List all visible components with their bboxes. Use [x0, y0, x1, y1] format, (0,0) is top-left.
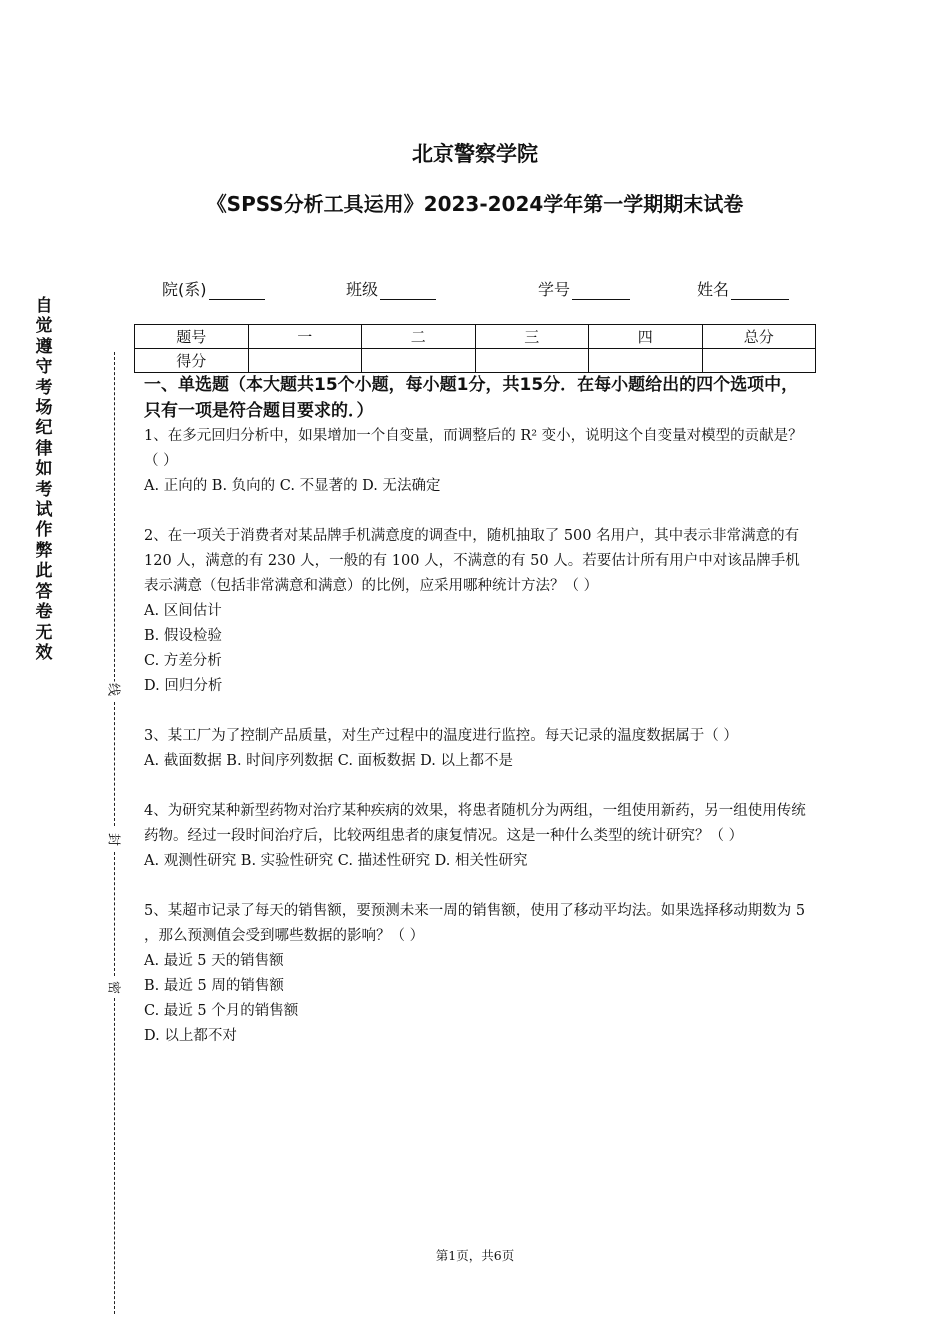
side-notice-char: 作	[35, 520, 53, 541]
question-4	[144, 799, 812, 874]
header-label-cell: 题号	[135, 325, 249, 349]
answer-option-b[interactable]: B. 最近 5 周的销售额	[144, 978, 284, 994]
side-notice-char: 试	[35, 500, 53, 521]
class-label: 班级	[346, 280, 379, 299]
school-name: 北京警察学院	[412, 142, 538, 166]
name-field	[697, 277, 789, 300]
answer-option-a[interactable]: A. 区间估计	[144, 603, 222, 619]
question-stem: 3、某工厂为了控制产品质量，对生产过程中的温度进行监控。每天记录的温度数据属于（ ）	[144, 728, 738, 744]
answer-options[interactable]: A. 正向的 B. 负向的 C. 不显著的 D. 无法确定	[144, 478, 441, 494]
side-notice-char: 纪	[35, 418, 53, 439]
side-notice-char: 卷	[35, 602, 53, 623]
side-notice-char: 答	[35, 581, 53, 602]
class-field	[346, 277, 436, 300]
side-notice-char: 守	[35, 357, 53, 378]
score-table-header-row	[135, 325, 816, 349]
score-cell[interactable]	[702, 349, 816, 373]
column-3-header: 三	[475, 325, 589, 349]
side-notice-char: 无	[35, 622, 53, 643]
student-id-blank[interactable]	[572, 283, 630, 300]
answer-option-d[interactable]: D. 以上都不对	[144, 1028, 237, 1044]
side-notice-char: 觉	[35, 316, 53, 337]
question-2	[144, 524, 812, 699]
name-blank[interactable]	[731, 283, 789, 300]
column-1-header: 一	[248, 325, 362, 349]
side-notice-char: 考	[35, 377, 53, 398]
seal-line-dashes	[114, 352, 115, 682]
question-stem: 2、在一项关于消费者对某品牌手机满意度的调查中，随机抽取了 500 名用户，其中表示非常满意的有 120 人，满意的有 230 人，一般的有 100 人，不满意的有 50 人。若要估计所有用户中对该品牌手机表示满意（包括非常满意和满意）的比例，应采用哪种统计方法？（ ）	[144, 528, 800, 594]
question-3	[144, 724, 812, 774]
score-cell[interactable]	[589, 349, 703, 373]
answer-option-d[interactable]: D. 回归分析	[144, 678, 223, 694]
section-heading: 一、单选题（本大题共15个小题，每小题1分，共15分．在每小题给出的四个选项中，只有一项是符合题目要求的．）	[144, 375, 799, 421]
exam-title: 《SPSS分析工具运用》2023-2024学年第一学期期末试卷	[206, 192, 744, 216]
page-footer: 第1页，共6页	[435, 1248, 515, 1263]
seal-mark-secret: 密	[106, 980, 125, 996]
side-notice-char: 自	[35, 296, 53, 316]
score-cell[interactable]	[475, 349, 589, 373]
question-stem: 4、为研究某种新型药物对治疗某种疾病的效果，将患者随机分为两组，一组使用新药，另一组使用传统药物。经过一段时间治疗后，比较两组患者的康复情况。这是一种什么类型的统计研究？（ ）	[144, 803, 806, 844]
score-cell[interactable]	[362, 349, 476, 373]
name-label: 姓名	[697, 280, 730, 299]
seal-line-dashes	[114, 998, 115, 1314]
dept-label: 院(系)	[162, 280, 207, 299]
side-notice-char: 此	[35, 561, 53, 582]
side-notice-char: 效	[35, 642, 53, 663]
seal-line-dashes	[114, 852, 115, 976]
column-4-header: 四	[589, 325, 703, 349]
answer-option-c[interactable]: C. 方差分析	[144, 653, 222, 669]
question-stem: 1、在多元回归分析中，如果增加一个自变量，而调整后的 R² 变小，说明这个自变量对模型的贡献是？（ ）	[144, 428, 803, 469]
score-table-score-row	[135, 349, 816, 373]
side-notice-char: 遵	[35, 336, 53, 357]
answer-options[interactable]: A. 观测性研究 B. 实验性研究 C. 描述性研究 D. 相关性研究	[144, 853, 528, 869]
seal-line-dashes	[114, 702, 115, 826]
question-5	[144, 899, 812, 1049]
score-table	[134, 324, 816, 373]
seal-mark-line: 线	[106, 682, 125, 698]
side-notice	[33, 296, 55, 663]
seal-mark-seal: 封	[106, 832, 125, 848]
side-notice-char: 律	[35, 438, 53, 459]
score-row-label: 得分	[135, 349, 249, 373]
dept-field	[162, 277, 265, 300]
student-id-label: 学号	[538, 280, 571, 299]
class-blank[interactable]	[380, 283, 436, 300]
dept-blank[interactable]	[209, 283, 265, 300]
answer-option-a[interactable]: A. 最近 5 天的销售额	[144, 953, 284, 969]
answer-option-b[interactable]: B. 假设检验	[144, 628, 222, 644]
side-notice-char: 弊	[35, 540, 53, 561]
column-total-header: 总分	[702, 325, 816, 349]
answer-option-c[interactable]: C. 最近 5 个月的销售额	[144, 1003, 299, 1019]
student-id-field	[538, 277, 630, 300]
score-cell[interactable]	[248, 349, 362, 373]
side-notice-char: 如	[35, 459, 53, 480]
side-notice-char: 考	[35, 479, 53, 500]
question-stem: 5、某超市记录了每天的销售额，要预测未来一周的销售额，使用了移动平均法。如果选择移动期数为 5 ，那么预测值会受到哪些数据的影响？（ ）	[144, 903, 806, 944]
answer-options[interactable]: A. 截面数据 B. 时间序列数据 C. 面板数据 D. 以上都不是	[144, 753, 514, 769]
question-1	[144, 424, 812, 499]
side-notice-char: 场	[35, 398, 53, 419]
exam-content	[144, 372, 812, 1049]
column-2-header: 二	[362, 325, 476, 349]
